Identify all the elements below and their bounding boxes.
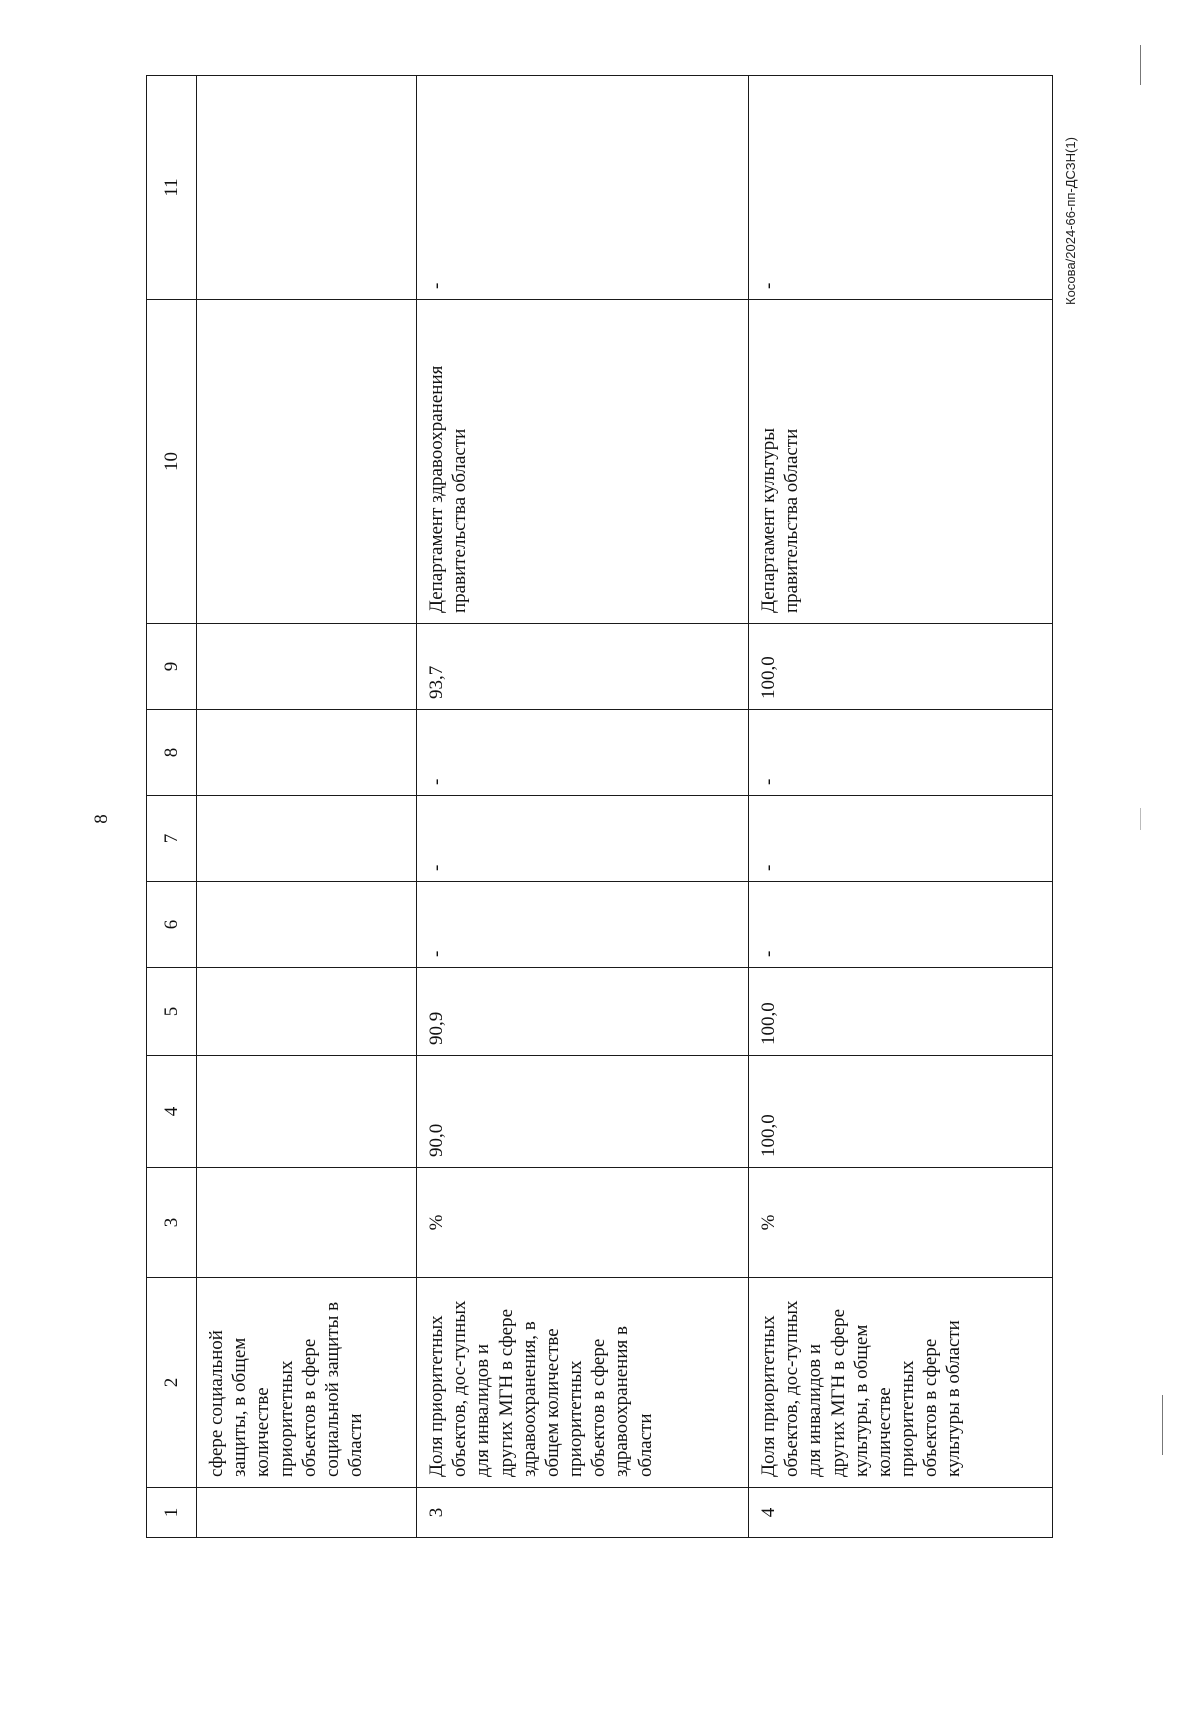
value-cell [197, 968, 417, 1056]
row-number-cell: 3 [417, 1488, 749, 1538]
value-cell: - [749, 882, 1053, 968]
value-cell [197, 624, 417, 710]
column-header: 1 [147, 1488, 197, 1538]
value-cell: - [749, 796, 1053, 882]
unit-cell: % [417, 1168, 749, 1278]
scan-edge-mark [1162, 1395, 1163, 1455]
column-header: 8 [147, 710, 197, 796]
note-cell: - [749, 76, 1053, 300]
indicator-table [146, 75, 1053, 1538]
value-cell [197, 796, 417, 882]
value-cell: - [417, 710, 749, 796]
responsible-cell: Департамент культуры правительства области [749, 300, 1053, 624]
responsible-cell [197, 300, 417, 624]
table-header-row [147, 76, 197, 1538]
value-cell: 90,9 [417, 968, 749, 1056]
table-row [197, 76, 417, 1538]
indicator-name-cell: Доля приоритетных объектов, дос-тупных для инвалидов и других МГН в сфере культуры, в общем количестве приоритетных объектов в сфере культуры в области [749, 1278, 1053, 1488]
unit-cell [197, 1168, 417, 1278]
value-cell: 100,0 [749, 1056, 1053, 1168]
column-header: 5 [147, 968, 197, 1056]
column-header: 6 [147, 882, 197, 968]
column-header: 4 [147, 1056, 197, 1168]
column-header: 3 [147, 1168, 197, 1278]
table-row [417, 76, 749, 1538]
indicator-table-container [146, 86, 1052, 1538]
value-cell [197, 710, 417, 796]
value-cell: 100,0 [749, 968, 1053, 1056]
value-cell: - [749, 710, 1053, 796]
value-cell [197, 1056, 417, 1168]
scan-edge-mark [1140, 45, 1141, 85]
row-number-cell [197, 1488, 417, 1538]
indicator-name-cell: сфере социальной защиты, в общем количестве приоритетных объектов в сфере социальной защиты в области [197, 1278, 417, 1488]
column-header: 11 [147, 76, 197, 300]
value-cell [197, 882, 417, 968]
indicator-name-cell: Доля приоритетных объектов, дос-тупных для инвалидов и других МГН в сфере здравоохранения, в общем количестве приоритетных объектов в сфере здравоохранения в области [417, 1278, 749, 1488]
column-header: 7 [147, 796, 197, 882]
value-cell: - [417, 882, 749, 968]
column-header: 10 [147, 300, 197, 624]
responsible-cell: Департамент здравоохранения правительства области [417, 300, 749, 624]
note-cell [197, 76, 417, 300]
value-cell: - [417, 796, 749, 882]
value-cell: 93,7 [417, 624, 749, 710]
note-cell: - [417, 76, 749, 300]
page-number: 8 [91, 814, 112, 824]
document-code: Косова/2024-66-пп-ДСЗН(1) [1063, 137, 1078, 305]
row-number-cell: 4 [749, 1488, 1053, 1538]
value-cell: 90,0 [417, 1056, 749, 1168]
table-row [749, 76, 1053, 1538]
column-header: 9 [147, 624, 197, 710]
column-header: 2 [147, 1278, 197, 1488]
unit-cell: % [749, 1168, 1053, 1278]
scan-edge-mark [1140, 808, 1141, 830]
value-cell: 100,0 [749, 624, 1053, 710]
